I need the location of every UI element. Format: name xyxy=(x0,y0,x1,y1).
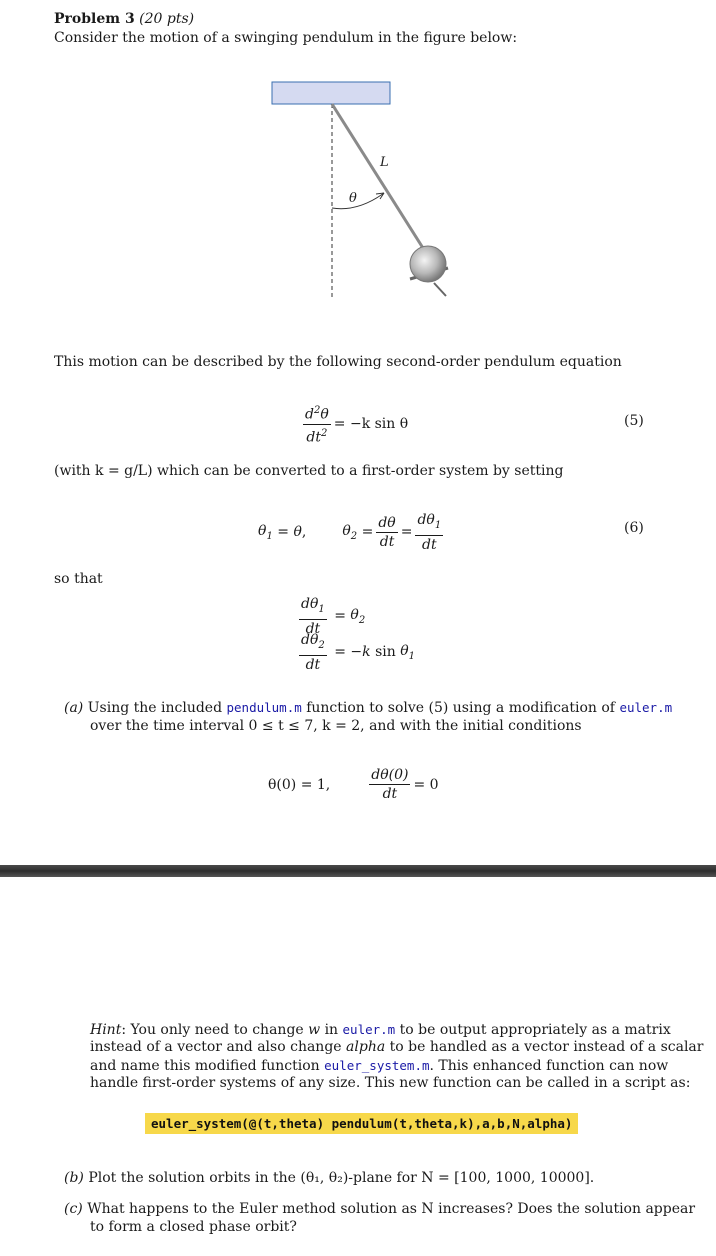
hint-l1c: to be output appropriately as a matrix xyxy=(399,1022,671,1038)
hint-l2b: to be handled as a vector instead of a scalar xyxy=(389,1039,704,1055)
hint-l1b: in xyxy=(324,1022,339,1038)
hint-line1 xyxy=(90,1020,671,1040)
hint-line2 xyxy=(90,1038,703,1057)
eq6-number: (6) xyxy=(624,520,644,536)
hint-code-euler: euler.m xyxy=(342,1022,396,1037)
pendulum-rod xyxy=(332,104,428,256)
part-a-line1 xyxy=(64,698,672,718)
part-c-line2: to form a closed phase orbit? xyxy=(90,1219,297,1235)
hint-l1a: : You only need to change xyxy=(121,1022,304,1038)
angle-arc xyxy=(332,193,384,209)
part-a-label: (a) xyxy=(64,700,84,716)
bob-stem xyxy=(434,283,446,296)
code-call-highlight xyxy=(145,1113,578,1132)
problem-title: Problem 3 xyxy=(54,11,135,27)
ic-rhs: = 0 xyxy=(413,776,439,793)
eq5-number: (5) xyxy=(624,413,644,429)
part-b xyxy=(64,1169,594,1188)
hint-l2a: instead of a vector and also change xyxy=(90,1039,342,1055)
system-eq-1: $\frac{d\theta_1}{dt}$ = $\theta_2$ xyxy=(301,596,366,637)
part-b-label: (b) xyxy=(64,1170,84,1186)
hint-line4: handle first-order systems of any size. This new function can be called in a script as: xyxy=(90,1075,691,1091)
ic-theta: θ(0) = 1, xyxy=(268,776,331,793)
part-b-text: Plot the solution orbits in the (θ₁, θ₂)-plane for N = [100, 1000, 10000]. xyxy=(88,1170,595,1186)
label-theta: θ xyxy=(349,191,357,206)
paragraph-pendulum-equation: This motion can be described by the following second-order pendulum equation xyxy=(54,354,622,370)
hint-l3a: and name this modified function xyxy=(90,1058,320,1074)
part-c-text1: What happens to the Euler method solution as N increases? Does the solution appear xyxy=(87,1201,696,1217)
hint-label: Hint xyxy=(90,1022,122,1038)
code-euler: euler.m xyxy=(619,700,673,715)
equation-6: $\theta_1$ = θ , $\theta_2$ = $\frac{d\theta}{dt}$ = $\frac{d\theta_1}{dt}$ xyxy=(258,512,442,553)
code-pendulum: pendulum.m xyxy=(226,700,302,715)
pendulum-figure xyxy=(250,78,470,303)
part-c-label: (c) xyxy=(64,1201,83,1217)
system-eq-2: $\frac{d\theta_2}{dt}$ = − k sin $\theta_1$ xyxy=(301,632,416,673)
pendulum-bob xyxy=(410,246,446,282)
hint-alpha: alpha xyxy=(346,1039,386,1055)
part-c-line1 xyxy=(64,1200,695,1219)
so-that-text: so that xyxy=(54,571,103,587)
eq5-rhs: = −k sin θ xyxy=(333,416,409,433)
hint-l3b: . This enhanced function can now xyxy=(429,1058,669,1074)
problem-points: (20 pts) xyxy=(139,11,195,27)
label-L: L xyxy=(380,155,389,170)
hint-code-system: euler_system.m xyxy=(324,1058,430,1073)
problem-heading xyxy=(54,10,194,29)
page-separator xyxy=(0,865,716,877)
ceiling-block xyxy=(272,82,390,104)
hint-w: w xyxy=(308,1022,321,1038)
problem-intro: Consider the motion of a swinging pendulum in the figure below: xyxy=(54,30,518,46)
paragraph-first-order: (with k = g/L) which can be converted to a first-order system by setting xyxy=(54,463,564,479)
part-a-line2: over the time interval 0 ≤ t ≤ 7, k = 2, and with the initial conditions xyxy=(90,718,582,734)
code-call: euler_system(@(t,theta) pendulum(t,theta,k),a,b,N,alpha) xyxy=(145,1113,578,1134)
hint-line3 xyxy=(90,1056,668,1076)
part-a-text2: function to solve (5) using a modification of xyxy=(306,700,615,716)
initial-conditions: θ(0) = 1, $\frac{d\theta(0)}{dt}$ = 0 xyxy=(268,767,439,802)
equation-5: $\frac{d^2\theta}{dt^2}$ = −k sin θ xyxy=(305,405,409,446)
part-a-text1: Using the included xyxy=(87,700,223,716)
